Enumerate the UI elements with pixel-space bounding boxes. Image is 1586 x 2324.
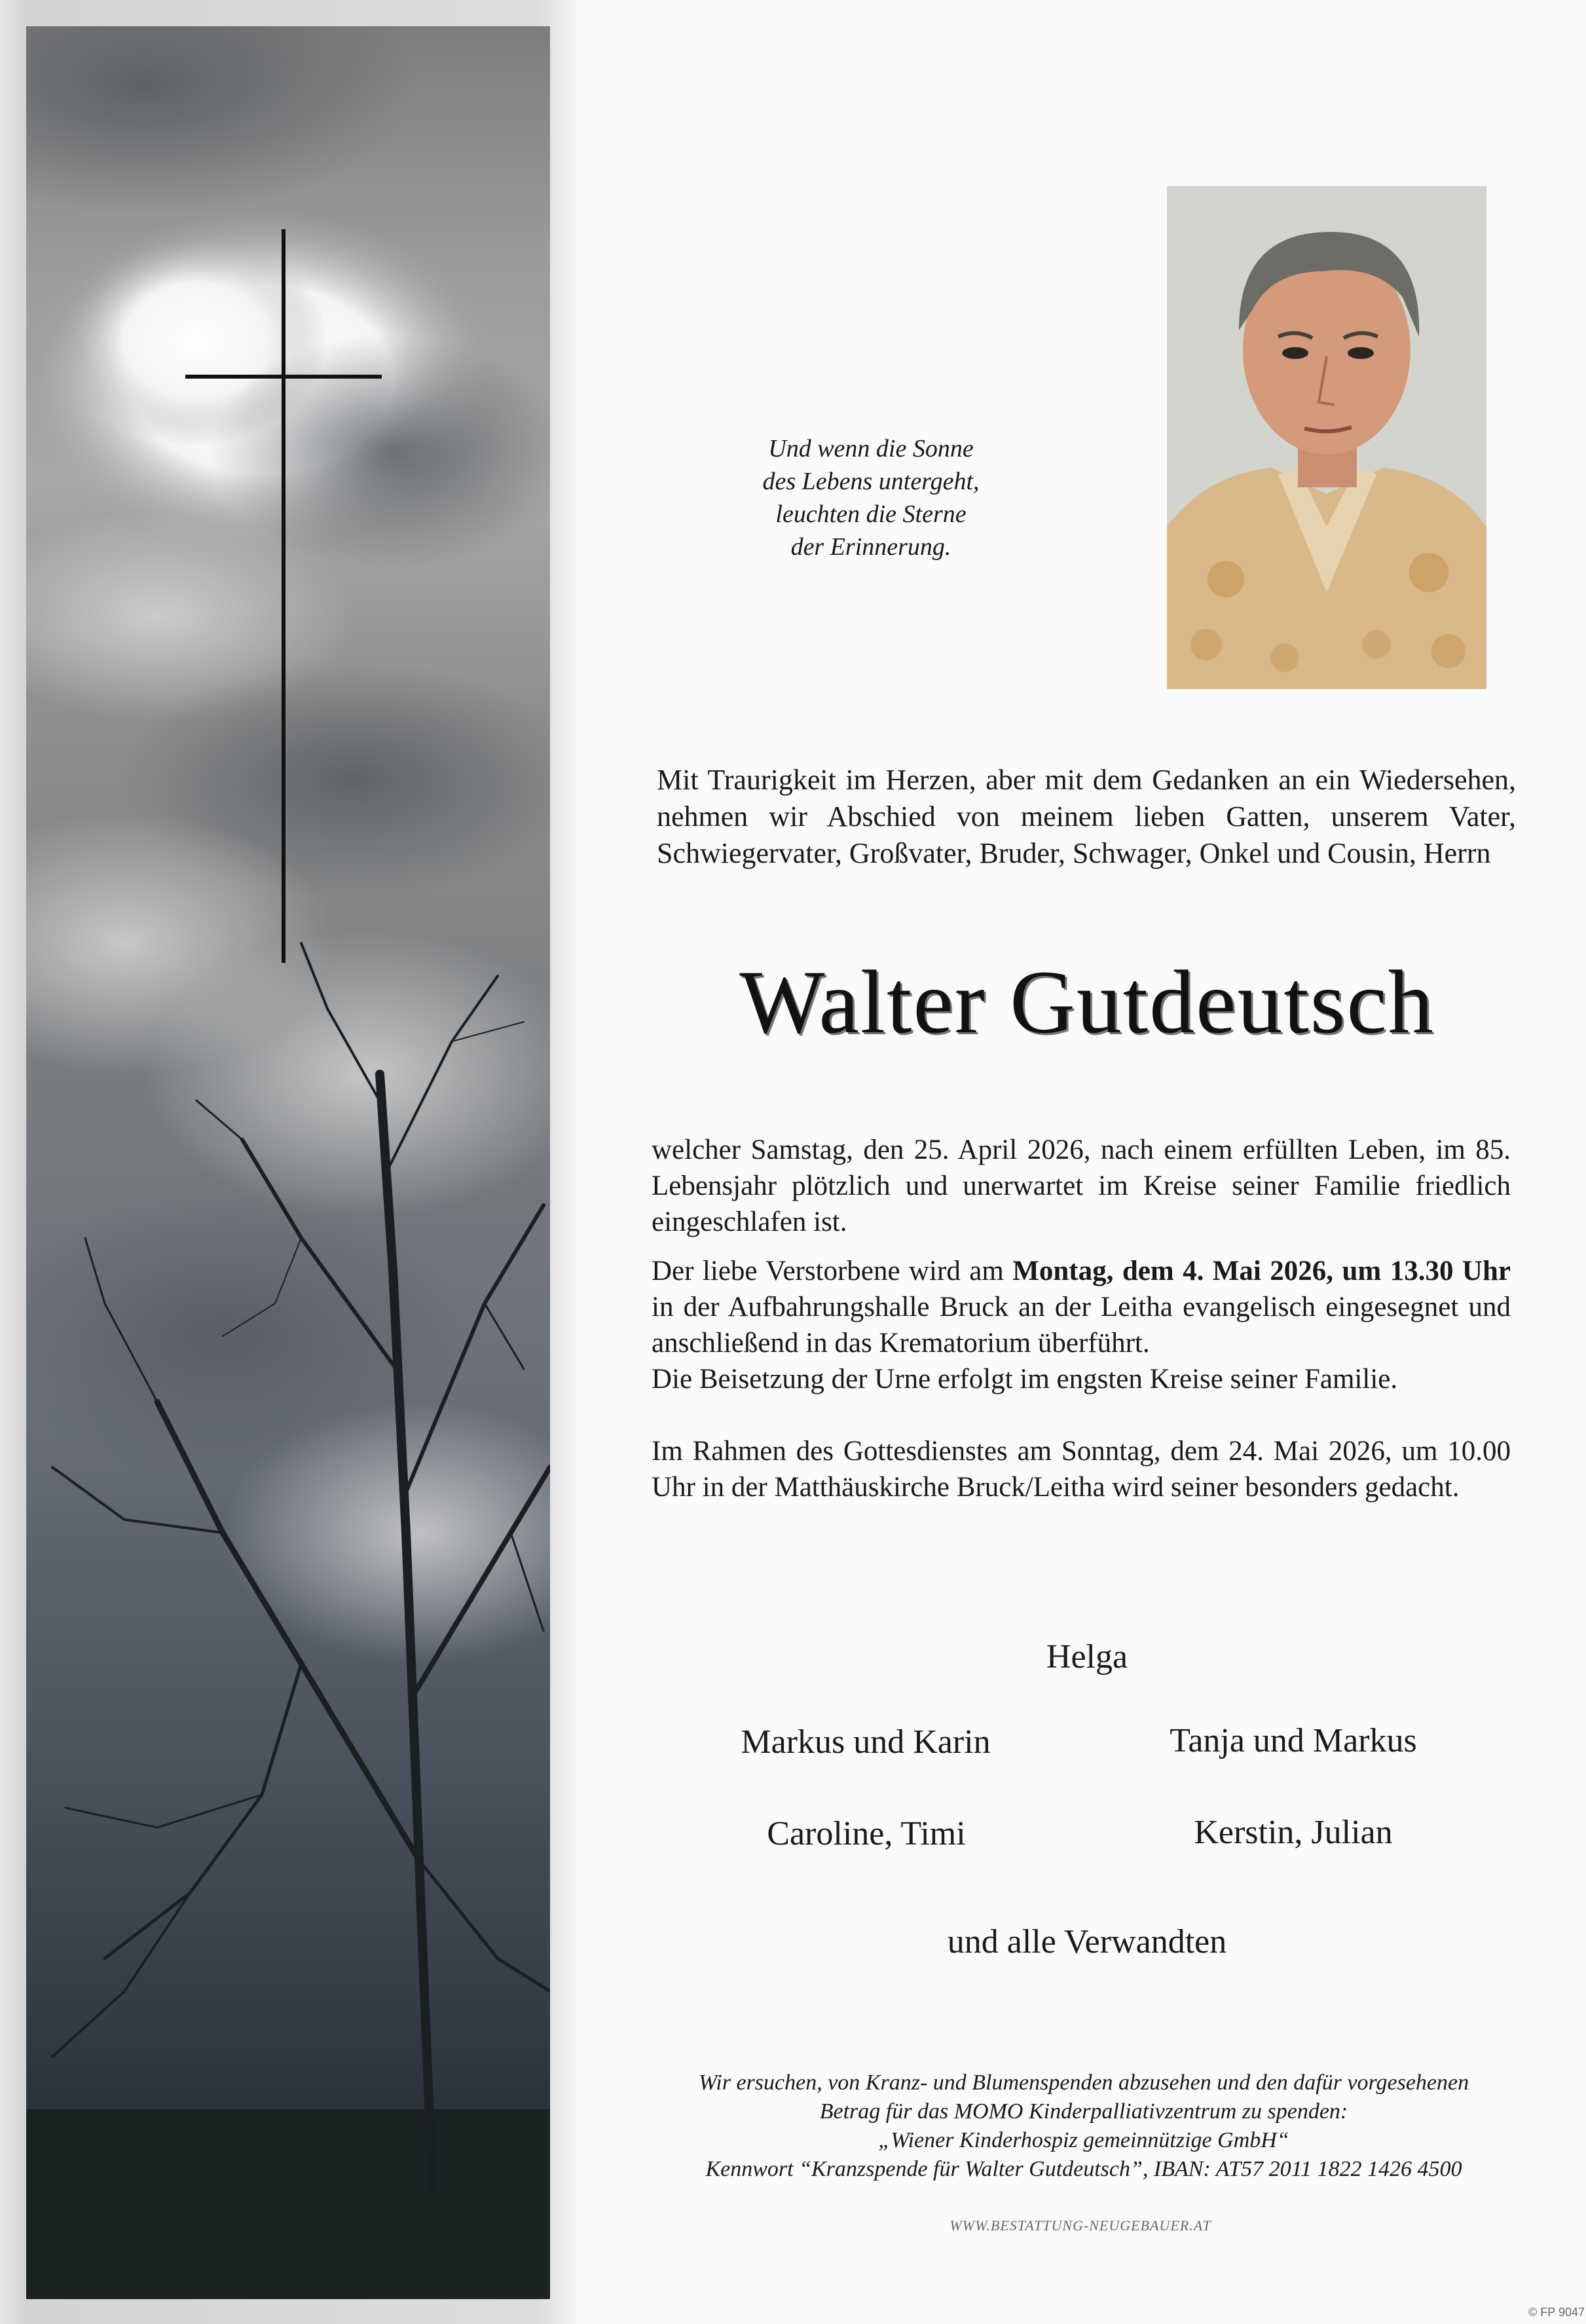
request-line: Kennwort “Kranzspende für Walter Gutdeutsch”, IBAN: AT57 2011 1822 1426 4500	[705, 2157, 1462, 2181]
poem-line: leuchten die Sterne	[775, 500, 967, 528]
service-paragraph: Im Rahmen des Gottesdienstes am Sonntag, dem 24. Mai 2026, um 10.00 Uhr in der Matthäuskirche Bruck/Leitha wird seiner besonders gedacht.	[652, 1436, 1511, 1503]
sky-tree-illustration	[26, 26, 550, 2299]
burial-paragraph: Die Beisetzung der Urne erfolgt im engsten Kreise seiner Familie.	[652, 1364, 1398, 1395]
intro-paragraph: Mit Traurigkeit im Herzen, aber mit dem Gedanken an ein Wiedersehen, nehmen wir Abschied von meinem lieben Gatten, unserem Vater, Schwiegervater, Großvater, Bruder, Schwager, Onkel und Cousin, Herrn	[657, 764, 1516, 869]
mourner-right-1: Tanja und Markus	[1170, 1722, 1417, 1759]
announcement-body	[652, 1132, 1511, 1505]
mourner-right-2: Kerstin, Julian	[1194, 1814, 1393, 1851]
funeral-datetime: Montag, dem 4. Mai 2026, um 13.30 Uhr	[1012, 1256, 1511, 1286]
memorial-poem	[707, 432, 1035, 563]
request-line: „Wiener Kinderhospiz gemeinnützige GmbH“	[878, 2128, 1289, 2152]
poem-line: Und wenn die Sonne	[768, 435, 974, 462]
mourner-left-1: Markus und Karin	[741, 1723, 991, 1761]
mourner-left-2: Caroline, Timi	[767, 1815, 966, 1852]
deceased-name: Walter Gutdeutsch	[739, 952, 1435, 1052]
mourner-all: und alle Verwandten	[947, 1923, 1227, 1960]
funeral-home-website: WWW.BESTATTUNG-NEUGEBAUER.AT	[950, 2217, 1211, 2234]
donation-request	[642, 2069, 1526, 2184]
sky-tree-image	[26, 26, 550, 2299]
death-paragraph: welcher Samstag, den 25. April 2026, nach einem erfüllten Leben, im 85. Lebensjahr plötzlich und unerwartet im Kreise seiner Familie friedlich eingeschlafen ist.	[652, 1134, 1511, 1237]
funeral-paragraph: Der liebe Verstorbene wird am Montag, dem 4. Mai 2026, um 13.30 Uhr in der Aufbahrungshalle Bruck an der Leitha evangelisch eingesegnet und anschließend in das Krematorium überführt.	[652, 1256, 1511, 1359]
poem-line: der Erinnerung.	[790, 533, 951, 561]
request-line: Betrag für das MOMO Kinderpalliativzentrum zu spenden:	[819, 2099, 1348, 2124]
poem-line: des Lebens untergeht,	[762, 468, 980, 495]
mourners-list	[655, 1638, 1519, 2004]
portrait-photo	[1167, 186, 1486, 689]
mourner-spouse: Helga	[1046, 1638, 1128, 1676]
request-line: Wir ersuchen, von Kranz- und Blumenspenden abzusehen und den dafür vorgesehenen	[698, 2071, 1469, 2095]
print-code: © FP 9047	[1528, 2306, 1585, 2319]
